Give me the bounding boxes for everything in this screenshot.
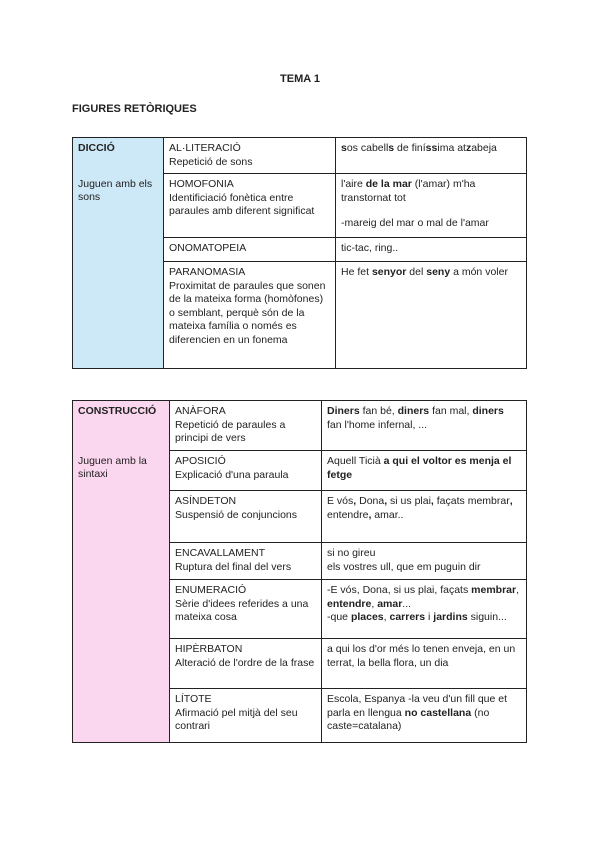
figure-cell <box>164 138 336 174</box>
construccio-category-cell <box>73 639 170 689</box>
example-cell <box>336 262 527 369</box>
example-cell <box>336 238 527 262</box>
example-emphasis: jardins <box>433 611 468 623</box>
figure-description: Proximitat de paraules que sonen de la mateixa forma (homòfones) o semblant, perquè són de la mateixa família o només es diferencien en un fonema <box>169 279 326 346</box>
figure-name: AL·LITERACIÓ <box>169 142 241 154</box>
figure-description: Explicació d'una paraula <box>175 468 289 481</box>
construccio-table <box>72 400 527 743</box>
figure-description: Ruptura del final del vers <box>175 560 292 573</box>
example-text: fan bé, <box>359 405 398 417</box>
table-row <box>73 639 527 689</box>
example-emphasis: seny <box>426 266 451 278</box>
figure-cell <box>170 451 322 491</box>
example-emphasis: de la mar <box>365 178 412 190</box>
construccio-category-cell <box>73 491 170 543</box>
figure-name: PARANOMASIA <box>169 266 246 278</box>
example-text: entendre <box>327 508 369 521</box>
figure-cell <box>170 491 322 543</box>
example-emphasis: amar <box>377 597 403 610</box>
figure-description: Afirmació pel mitjà del seu contrari <box>175 706 298 732</box>
example-emphasis: carrers <box>389 611 426 623</box>
example-text: -que <box>327 611 351 623</box>
figure-name: APOSICIÓ <box>175 455 226 467</box>
example-text: si us plai <box>387 495 431 507</box>
table-row <box>73 262 527 369</box>
example-text: a qui los d'or més lo tenen enveja, en un terrat, la bella flora, un dia <box>327 643 516 669</box>
table-row <box>73 401 527 451</box>
example-text: (l'amar) m'ha transtornat tot <box>341 178 476 204</box>
figure-cell <box>170 689 322 743</box>
example-emphasis: , <box>353 495 357 507</box>
example-text: ... <box>402 597 412 610</box>
example-emphasis: , <box>368 508 372 521</box>
example-text: façats membrar <box>433 495 510 507</box>
construccio-category-cell <box>73 580 170 639</box>
figure-cell <box>170 580 322 639</box>
example-emphasis: diners <box>472 405 504 417</box>
table-row <box>73 174 527 238</box>
example-text: , <box>516 584 520 596</box>
example-cell <box>336 174 527 238</box>
example-cell <box>336 138 527 174</box>
example-emphasis: , <box>384 495 388 507</box>
figure-cell <box>164 238 336 262</box>
figure-cell <box>170 401 322 451</box>
example-text: , <box>371 597 378 610</box>
figure-name: HOMOFONIA <box>169 178 234 190</box>
section-heading: FIGURES RETÒRIQUES <box>72 103 197 115</box>
table-row <box>73 138 527 174</box>
example-text: fan l'home infernal, ... <box>327 418 428 431</box>
diccio-table <box>72 137 527 369</box>
example-text: si no gireu <box>327 547 376 559</box>
figure-description: Repetició de sons <box>169 155 253 168</box>
figure-description: Alteració de l'ordre de la frase <box>175 656 315 669</box>
example-text: de finí <box>394 142 426 154</box>
example-text: , <box>383 611 390 623</box>
example-text: i <box>425 611 434 623</box>
example-emphasis: , <box>430 495 434 507</box>
figure-name: ENCAVALLAMENT <box>175 547 266 559</box>
example-cell <box>322 543 527 580</box>
figure-cell <box>170 543 322 580</box>
figure-description: Identificiació fonètica entre paraules amb diferent significat <box>169 191 315 217</box>
example-emphasis: membrar <box>471 584 517 596</box>
example-emphasis: s <box>341 142 347 154</box>
example-emphasis: ss <box>425 142 438 154</box>
diccio-category: DICCIÓ <box>73 138 164 174</box>
figure-cell <box>164 174 336 238</box>
example-text: Escola, Espanya -la veu d'un fill que et parla en llengua <box>327 693 508 719</box>
example-text: He fet <box>341 266 372 278</box>
example-text: (no caste=catalana) <box>327 706 490 732</box>
example-text: os cabell <box>346 142 389 154</box>
example-emphasis: places <box>350 611 384 623</box>
example-emphasis: entendre <box>327 597 372 610</box>
construccio-category: CONSTRUCCIÓ <box>73 401 170 451</box>
example-emphasis: z <box>465 142 472 154</box>
example-cell <box>322 401 527 451</box>
example-text: fan mal, <box>429 405 473 417</box>
example-text: siguin... <box>467 611 507 623</box>
example-text: -E vós, Dona, si us plai, façats <box>327 584 472 596</box>
table-row <box>73 689 527 743</box>
table-row <box>73 491 527 543</box>
diccio-category-cell <box>73 238 164 262</box>
example-emphasis: no castellana <box>404 706 472 719</box>
example-text: amar.. <box>371 508 404 521</box>
figure-name: ASÍNDETON <box>175 495 237 507</box>
table-row <box>73 543 527 580</box>
example-emphasis: a qui el voltor es menja el fetge <box>327 455 512 481</box>
figure-cell <box>164 262 336 369</box>
figure-description: Sèrie d'idees referides a una mateixa cosa <box>175 597 309 623</box>
construccio-category-cell <box>73 689 170 743</box>
page-title: TEMA 1 <box>280 73 320 85</box>
figure-name: ENUMERACIÓ <box>175 584 247 596</box>
figure-name: ONOMATOPEIA <box>169 242 247 254</box>
example-emphasis: diners <box>397 405 430 417</box>
figure-cell <box>170 639 322 689</box>
figure-description: Suspensió de conjuncions <box>175 508 298 521</box>
example-text: els vostres ull, que em puguin dir <box>327 560 481 573</box>
example-text: Aquell Ticià <box>327 455 384 467</box>
example-text: ima at <box>437 142 466 154</box>
example-text: E vós <box>327 495 354 507</box>
example-cell <box>322 639 527 689</box>
diccio-subtitle: Juguen amb els sons <box>73 174 164 238</box>
construccio-subtitle: Juguen amb la sintaxi <box>73 451 170 491</box>
figure-name: LÍTOTE <box>175 693 212 705</box>
example-emphasis: senyor <box>371 266 407 278</box>
example-text: l'aire <box>341 178 366 190</box>
example-cell <box>322 491 527 543</box>
example-emphasis: , <box>509 495 513 507</box>
figure-description: Repetició de paraules a principi de vers <box>175 418 286 444</box>
example-text: tic-tac, ring.. <box>341 242 399 254</box>
example-cell <box>322 580 527 639</box>
example-text: a món voler <box>450 266 508 278</box>
example-text: Dona <box>356 495 385 507</box>
example-emphasis: s <box>388 142 395 154</box>
construccio-category-cell <box>73 543 170 580</box>
example-cell <box>322 451 527 491</box>
table-row <box>73 451 527 491</box>
figure-name: HIPÈRBATON <box>175 643 243 655</box>
example-text: abeja <box>471 142 497 154</box>
diccio-category-cell <box>73 262 164 369</box>
example-cell <box>322 689 527 743</box>
table-row <box>73 238 527 262</box>
example-text: del <box>406 266 427 278</box>
example-text: -mareig del mar o mal de l'amar <box>341 217 489 229</box>
figure-name: ANÀFORA <box>175 405 226 417</box>
table-row <box>73 580 527 639</box>
example-emphasis: Diners <box>327 405 360 417</box>
